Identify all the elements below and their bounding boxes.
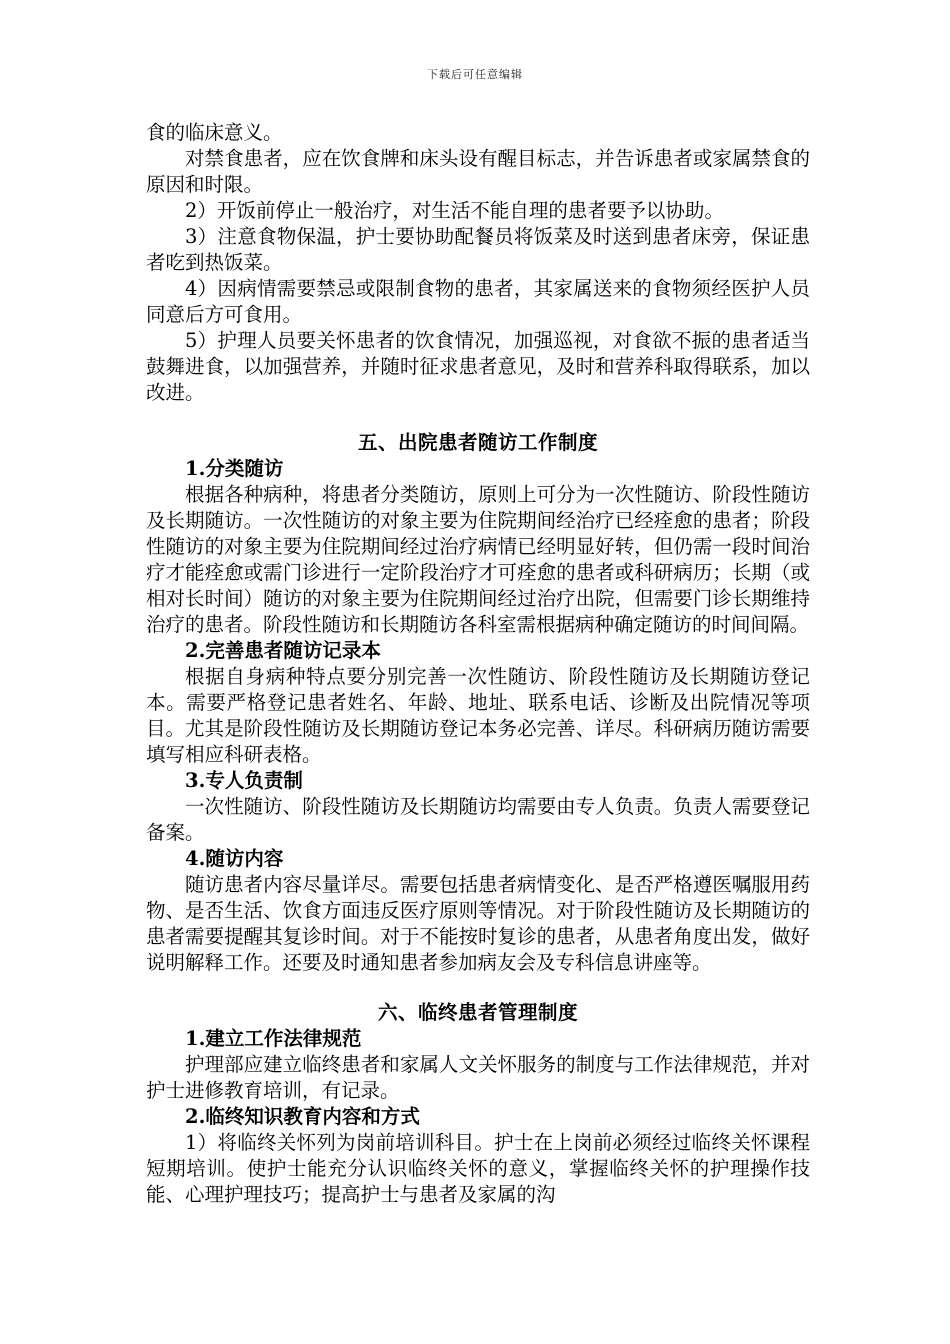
paragraph: 根据自身病种特点要分别完善一次性随访、阶段性随访及长期随访登记本。需要严格登记患者姓名、年龄、地址、联系电话、诊断及出院情况等项目。尤其是阶段性随访及长期随访登记本务必完善、详尽。科研病历随访需要填写相应科研表格。 [146,665,810,766]
paragraph: 一次性随访、阶段性随访及长期随访均需要由专人负责。负责人需要登记备案。 [146,795,810,844]
subsection-heading: 2.完善患者随访记录本 [185,639,381,662]
paragraph: 1）将临终关怀列为岗前培训科目。护士在上岗前必须经过临终关怀课程短期培训。使护士能充分认识临终关怀的意义，掌握临终关怀的护理操作技能、心理护理技巧；提高护士与患者及家属的沟 [146,1131,810,1206]
document-body [146,120,810,1208]
subsection-heading: 1.分类随访 [185,457,284,480]
paragraph: 2）开饭前停止一般治疗，对生活不能自理的患者要予以协助。 [185,199,724,222]
section-title-discharge-followup: 五、出院患者随访工作制度 [357,431,598,454]
subsection-heading: 3.专人负责制 [185,769,303,792]
paragraph: 对禁食患者，应在饮食牌和床头设有醒目标志，并告诉患者或家属禁食的原因和时限。 [146,147,810,196]
subsection-heading: 2.临终知识教育内容和方式 [185,1105,420,1128]
page-header: 下载后可任意编辑 [427,68,523,81]
paragraph: 4）因病情需要禁忌或限制食物的患者，其家属送来的食物须经医护人员同意后方可食用。 [146,277,810,326]
subsection-heading: 1.建立工作法律规范 [185,1027,362,1050]
paragraph: 护理部应建立临终患者和家属人文关怀服务的制度与工作法律规范，并对护士进修教育培训，有记录。 [146,1053,810,1102]
section-title-terminal-care: 六、临终患者管理制度 [377,1001,578,1024]
paragraph: 食的临床意义。 [146,121,283,144]
paragraph: 5）护理人员要关怀患者的饮食情况，加强巡视，对食欲不振的患者适当鼓舞进食，以加强营养，并随时征求患者意见，及时和营养科取得联系，加以改进。 [146,329,810,404]
paragraph: 根据各种病种，将患者分类随访，原则上可分为一次性随访、阶段性随访及长期随访。一次性随访的对象主要为住院期间经治疗已经痊愈的患者；阶段性随访的对象主要为住院期间经过治疗病情已经明显好转，但仍需一段时间治疗才能痊愈或需门诊进行一定阶段治疗才可痊愈的患者或科研病历；长期（或相对长时间）随访的对象主要为住院期间经过治疗出院，但需要门诊长期维持治疗的患者。阶段性随访和长期随访各科室需根据病种确定随访的时间间隔。 [146,483,810,636]
paragraph: 3）注意食物保温，护士要协助配餐员将饭菜及时送到患者床旁，保证患者吃到热饭菜。 [146,225,810,274]
subsection-heading: 4.随访内容 [185,847,284,870]
paragraph: 随访患者内容尽量详尽。需要包括患者病情变化、是否严格遵医嘱服用药物、是否生活、饮食方面违反医疗原则等情况。对于阶段性随访及长期随访的患者需要提醒其复诊时间。对于不能按时复诊的患者，从患者角度出发，做好说明解释工作。还要及时通知患者参加病友会及专科信息讲座等。 [146,873,810,974]
